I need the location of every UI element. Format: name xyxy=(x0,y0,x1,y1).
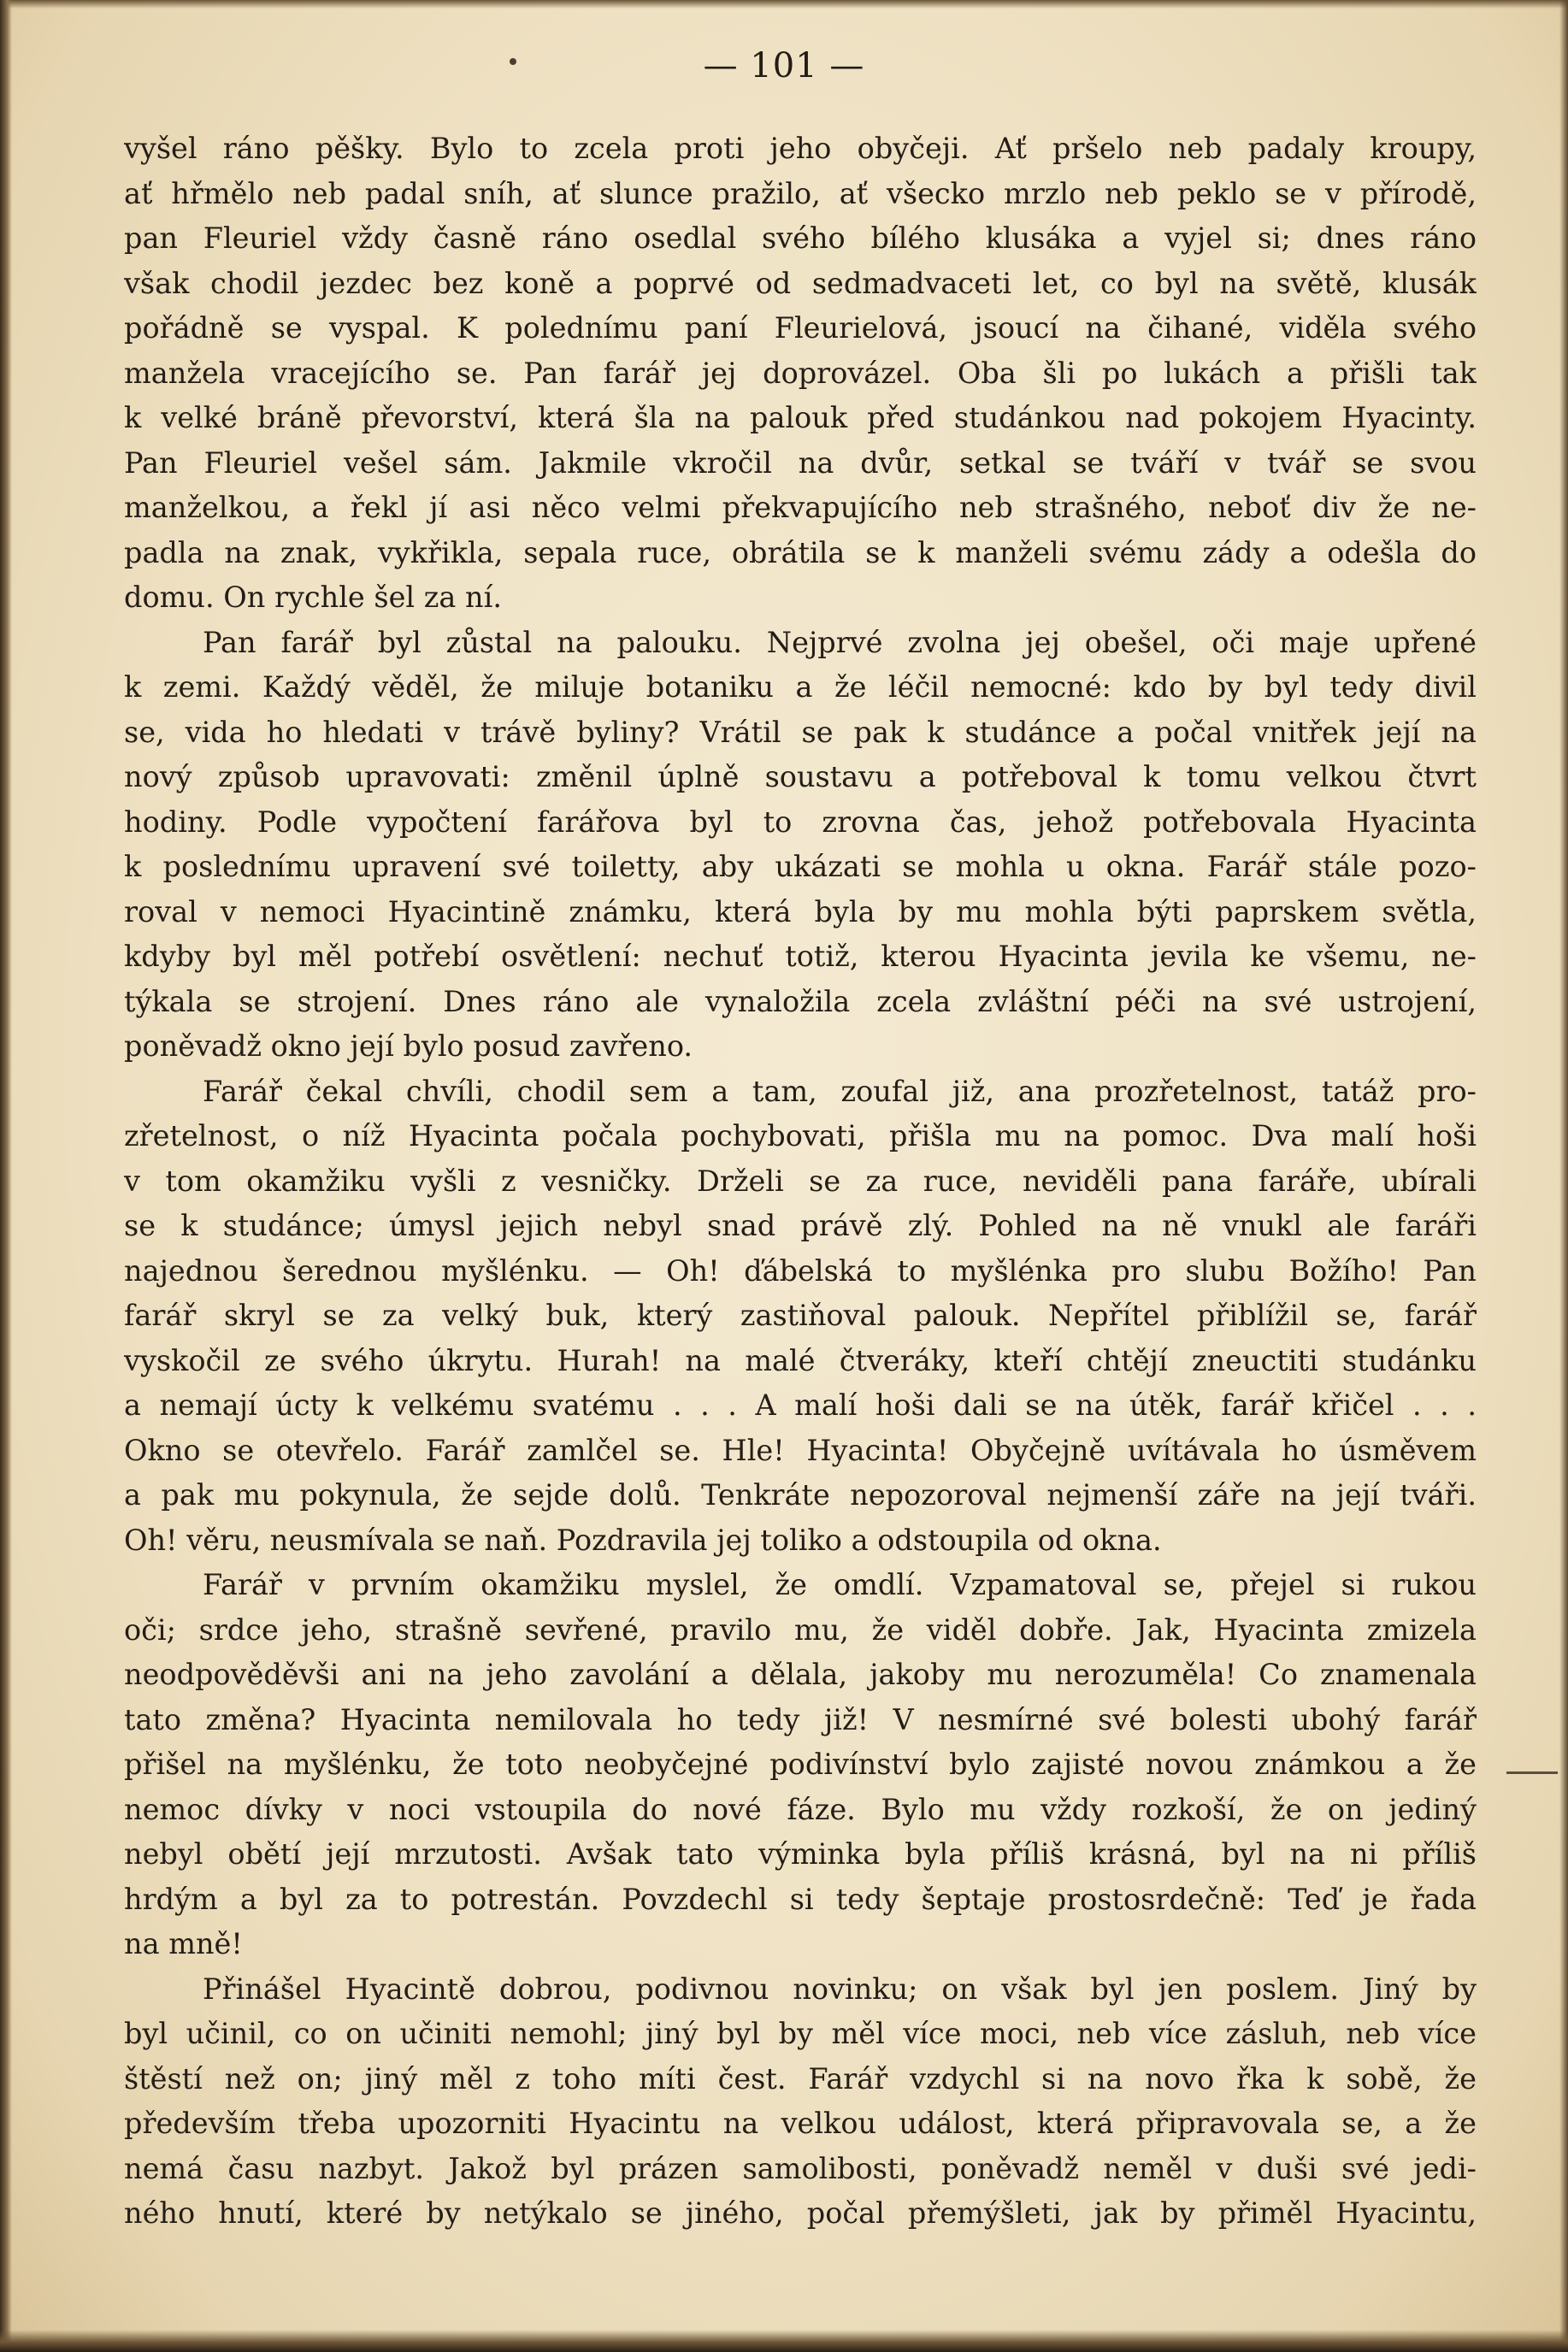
text-line: především třeba upozorniti Hyacintu na velkou událost, která připravovala se, a že xyxy=(124,2107,1477,2140)
text-line: manželkou, a řekl jí asi něco velmi překvapujícího neb strašného, neboť div že ne- xyxy=(124,491,1477,524)
text-line: vyskočil ze svého úkrytu. Hurah! na malé čtveráky, kteří chtějí zneuctiti studánku xyxy=(124,1343,1477,1377)
text-line: manžela vracejícího se. Pan farář jej doprovázel. Oba šli po lukách a přišli tak xyxy=(124,356,1477,390)
text-line: k zemi. Každý věděl, že miluje botaniku a že léčil nemocné: kdo by byl tedy divil xyxy=(124,670,1477,704)
text-line: padla na znak, vykřikla, sepala ruce, obrátila se k manželi svému zády a odešla do xyxy=(124,535,1477,569)
text-line: nemoc dívky v noci vstoupila do nové fáze. Bylo mu vždy rozkoší, že on jediný xyxy=(124,1792,1477,1826)
text-line: týkala se strojení. Dnes ráno ale vynaložila zcela zvláštní péči na své ustrojení, xyxy=(124,984,1477,1018)
page-edge-bottom xyxy=(0,2330,1568,2352)
body-text xyxy=(124,127,1477,2237)
text-line: Farář v prvním okamžiku myslel, že omdlí. Vzpamatoval se, přejel si rukou xyxy=(203,1568,1477,1601)
text-line: zřetelnost, o níž Hyacinta počala pochybovati, přišla mu na pomoc. Dva malí hoši xyxy=(124,1119,1477,1152)
margin-dash-mark xyxy=(1506,1771,1558,1774)
text-line: poněvadž okno její bylo posud zavřeno. xyxy=(124,1029,693,1063)
text-line: ného hnutí, které by netýkalo se jiného, počal přemýšleti, jak by přiměl Hyacintu, xyxy=(124,2196,1477,2230)
text-line: byl učinil, co on učiniti nemohl; jiný byl by měl více moci, neb více zásluh, neb více xyxy=(124,2017,1477,2050)
text-line: Pan Fleuriel vešel sám. Jakmile vkročil na dvůr, setkal se tváří v tvář se svou xyxy=(124,445,1477,480)
text-line: nový způsob upravovati: změnil úplně soustavu a potřeboval k tomu velkou čtvrt xyxy=(124,760,1477,793)
text-line: k poslednímu upravení své toiletty, aby ukázati se mohla u okna. Farář stále pozo- xyxy=(124,850,1477,883)
text-line: neodpověděvši ani na jeho zavolání a dělala, jakoby mu nerozuměla! Co znamenala xyxy=(124,1658,1477,1691)
text-line: se, vida ho hledati v trávě byliny? Vrátil se pak k studánce a počal vnitřek její na xyxy=(124,715,1477,749)
text-line: Farář čekal chvíli, chodil sem a tam, zoufal již, ana prozřetelnost, tatáž pro- xyxy=(203,1074,1477,1108)
text-line: Oh! věru, neusmívala se naň. Pozdravila jej toliko a odstoupila od okna. xyxy=(124,1523,1162,1557)
text-line: Pan farář byl zůstal na palouku. Nejprvé zvolna jej obešel, oči maje upřené xyxy=(203,625,1477,659)
text-line: ať hřmělo neb padal sníh, ať slunce pražilo, ať všecko mrzlo neb peklo se v přírodě, xyxy=(124,176,1477,210)
text-line: na mně! xyxy=(124,1927,243,1960)
page-number: — 101 — xyxy=(703,46,865,85)
text-line: Přinášel Hyacintě dobrou, podivnou novinku; on však byl jen poslem. Jiný by xyxy=(203,1972,1477,2006)
text-line: tato změna? Hyacinta nemilovala ho tedy již! V nesmírné své bolesti ubohý farář xyxy=(124,1702,1477,1736)
text-line: nebyl obětí její mrzutosti. Avšak tato výminka byla příliš krásná, byl na ni příliš xyxy=(124,1837,1477,1871)
text-line: a pak mu pokynula, že sejde dolů. Tenkráte nepozoroval nejmenší záře na její tváři. xyxy=(124,1478,1477,1512)
text-line: pořádně se vyspal. K polednímu paní Fleurielová, jsoucí na čihané, viděla svého xyxy=(124,311,1477,345)
text-line: pan Fleuriel vždy časně ráno osedlal svého bílého klusáka a vyjel si; dnes ráno xyxy=(124,221,1477,255)
text-line: hodiny. Podle vypočtení farářova byl to zrovna čas, jehož potřebovala Hyacinta xyxy=(124,805,1477,839)
page-edge-right xyxy=(1559,0,1568,2352)
text-line: nemá času nazbyt. Jakož byl prázen samolibosti, poněvadž neměl v duši své jedi- xyxy=(124,2151,1477,2185)
text-line: k velké bráně převorství, která šla na palouk před studánkou nad pokojem Hyacinty. xyxy=(124,401,1477,434)
text-line: Okno se otevřelo. Farář zamlčel se. Hle! Hyacinta! Obyčejně uvítávala ho úsměvem xyxy=(124,1433,1477,1467)
text-line: roval v nemoci Hyacintině známku, která byla by mu mohla býti paprskem světla, xyxy=(124,894,1477,928)
text-line: farář skryl se za velký buk, který zastiňoval palouk. Nepřítel přiblížil se, farář xyxy=(124,1299,1477,1332)
text-line: hrdým a byl za to potrestán. Povzdechl si tedy šeptaje prostosrdečně: Teď je řada xyxy=(124,1882,1477,1916)
text-line: však chodil jezdec bez koně a poprvé od sedmadvaceti let, co byl na světě, klusák xyxy=(124,266,1477,300)
text-line: v tom okamžiku vyšli z vesničky. Drželi se za ruce, neviděli pana faráře, ubírali xyxy=(124,1164,1477,1198)
page-edge-left xyxy=(0,0,12,2352)
text-line: najednou šerednou myšlénku. — Oh! ďábelská to myšlénka pro slubu Božího! Pan xyxy=(124,1253,1477,1288)
text-line: štěstí než on; jiný měl z toho míti čest. Farář vzdychl si na novo řka k sobě, že xyxy=(124,2061,1477,2096)
text-line: a nemají úcty k velkému svatému . . . A malí hoši dali se na útěk, farář křičel . . . xyxy=(124,1388,1477,1422)
text-line: přišel na myšlénku, že toto neobyčejné podivínství bylo zajisté novou známkou a že xyxy=(124,1748,1477,1781)
text-line: domu. On rychle šel za ní. xyxy=(124,581,502,614)
page-edge-top xyxy=(0,0,1568,9)
text-line: se k studánce; úmysl jejich nebyl snad právě zlý. Pohled na ně vnukl ale faráři xyxy=(124,1209,1477,1242)
text-line: oči; srdce jeho, strašně sevřené, pravilo mu, že viděl dobře. Jak, Hyacinta zmizela xyxy=(124,1612,1477,1647)
text-line: kdyby byl měl potřebí osvětlení: nechuť totiž, kterou Hyacinta jevila ke všemu, ne- xyxy=(124,940,1477,973)
text-line: vyšel ráno pěšky. Bylo to zcela proti jeho obyčeji. Ať pršelo neb padaly kroupy, xyxy=(124,132,1477,165)
